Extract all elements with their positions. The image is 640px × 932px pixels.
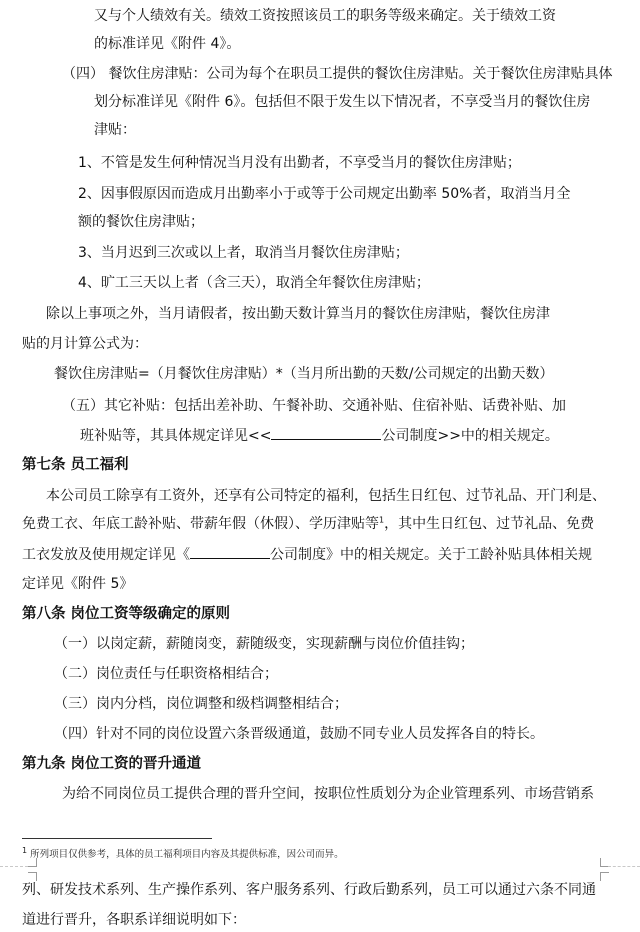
list-item: （四）针对不同的岗位设置六条晋级通道，鼓励不同专业人员发挥各自的特长。 (54, 726, 544, 742)
text-segment: ，其中生日红包、过节礼品、免费 (384, 516, 595, 532)
paragraph-line: （五）其它补贴：包括出差补助、午餐补助、交通补贴、住宿补贴、话费补贴、加 (62, 398, 566, 414)
text-segment: 免费工衣、年底工龄补贴、带薪年假（休假）、学历津贴等 (22, 516, 379, 532)
section-heading: 第七条 员工福利 (22, 457, 129, 473)
paragraph-line: 为给不同岗位员工提供合理的晋升空间，按职位性质划分为企业管理系列、市场营销系 (62, 786, 594, 802)
section-heading: 第八条 岗位工资等级确定的原则 (22, 606, 231, 622)
page-break (0, 866, 640, 872)
paragraph-line: （四） 餐饮住房津贴：公司为每个在职员工提供的餐饮住房津贴。关于餐饮住房津贴具体 (62, 66, 613, 82)
list-item: 3、当月迟到三次或以上者，取消当月餐饮住房津贴； (78, 245, 409, 261)
footnote (22, 846, 344, 860)
paragraph-line: 额的餐饮住房津贴； (78, 214, 204, 230)
paragraph-line: 津贴： (94, 122, 136, 138)
margin-corner-mark (600, 872, 609, 881)
margin-corner-mark (28, 858, 37, 867)
text-segment: 公司制度》中的相关规定。关于工龄补贴具体相关规 (270, 547, 592, 563)
paragraph-line: 列、研发技术系列、生产操作系列、客户服务系列、行政后勤系列，员工可以通过六条不同通 (22, 882, 596, 898)
list-item: （三）岗内分档，岗位调整和级档调整相结合； (54, 696, 348, 712)
paragraph-line: 贴的月计算公式为： (22, 336, 148, 352)
list-item: 4、旷工三天以上者（含三天），取消全年餐饮住房津贴； (78, 275, 430, 291)
text-segment: 公司制度>>中的相关规定。 (381, 428, 559, 444)
paragraph-line: 本公司员工除享有工资外，还享有公司特定的福利，包括生日红包、过节礼品、开门利是、 (46, 488, 606, 504)
section-heading: 第九条 岗位工资的晋升通道 (22, 756, 202, 772)
paragraph-line: 定详见《附件 5》 (22, 576, 134, 592)
paragraph-line: 道进行晋升，各职系详细说明如下： (22, 912, 246, 928)
paragraph-line: 的标准详见《附件 4》。 (94, 36, 241, 52)
text-segment: 班补贴等，其具体规定详见<< (80, 428, 272, 444)
list-item: （二）岗位责任与任职资格相结合； (54, 666, 278, 682)
list-item: （一）以岗定薪，薪随岗变，薪随级变，实现薪酬与岗位价值挂钩； (54, 636, 474, 652)
paragraph-line (80, 425, 559, 447)
page-break-right-edge (608, 866, 640, 868)
footnote-number: 1 (22, 845, 28, 855)
paragraph-line (22, 544, 592, 566)
paragraph-line: 划分标准详见《附件 6》。包括但不限于发生以下情况者，不享受当月的餐饮住房 (94, 94, 591, 110)
page-break-left-edge (0, 866, 28, 868)
formula-line: 餐饮住房津贴=（月餐饮住房津贴）*（当月所出勤的天数/公司规定的出勤天数） (54, 366, 554, 382)
paragraph-line: 又与个人绩效有关。绩效工资按照该员工的职务等级来确定。关于绩效工资 (94, 8, 556, 24)
fill-in-blank (190, 544, 270, 559)
paragraph-line (22, 514, 594, 536)
footnote-text: 所列项目仅供参考，具体的员工福利项目内容及其提供标准，因公司而异。 (30, 849, 344, 860)
paragraph-line: 除以上事项之外，当月请假者，按出勤天数计算当月的餐饮住房津贴，餐饮住房津 (46, 306, 550, 322)
footnote-reference: 1 (379, 515, 385, 525)
list-item: 1、不管是发生何种情况当月没有出勤者，不享受当月的餐饮住房津贴； (78, 155, 521, 171)
footnote-separator (22, 838, 212, 839)
text-segment: 工衣发放及使用规定详见《 (22, 547, 190, 563)
fill-in-blank (271, 425, 381, 440)
list-item: 2、因事假原因而造成月出勤率小于或等于公司规定出勤率 50%者，取消当月全 (78, 186, 571, 202)
